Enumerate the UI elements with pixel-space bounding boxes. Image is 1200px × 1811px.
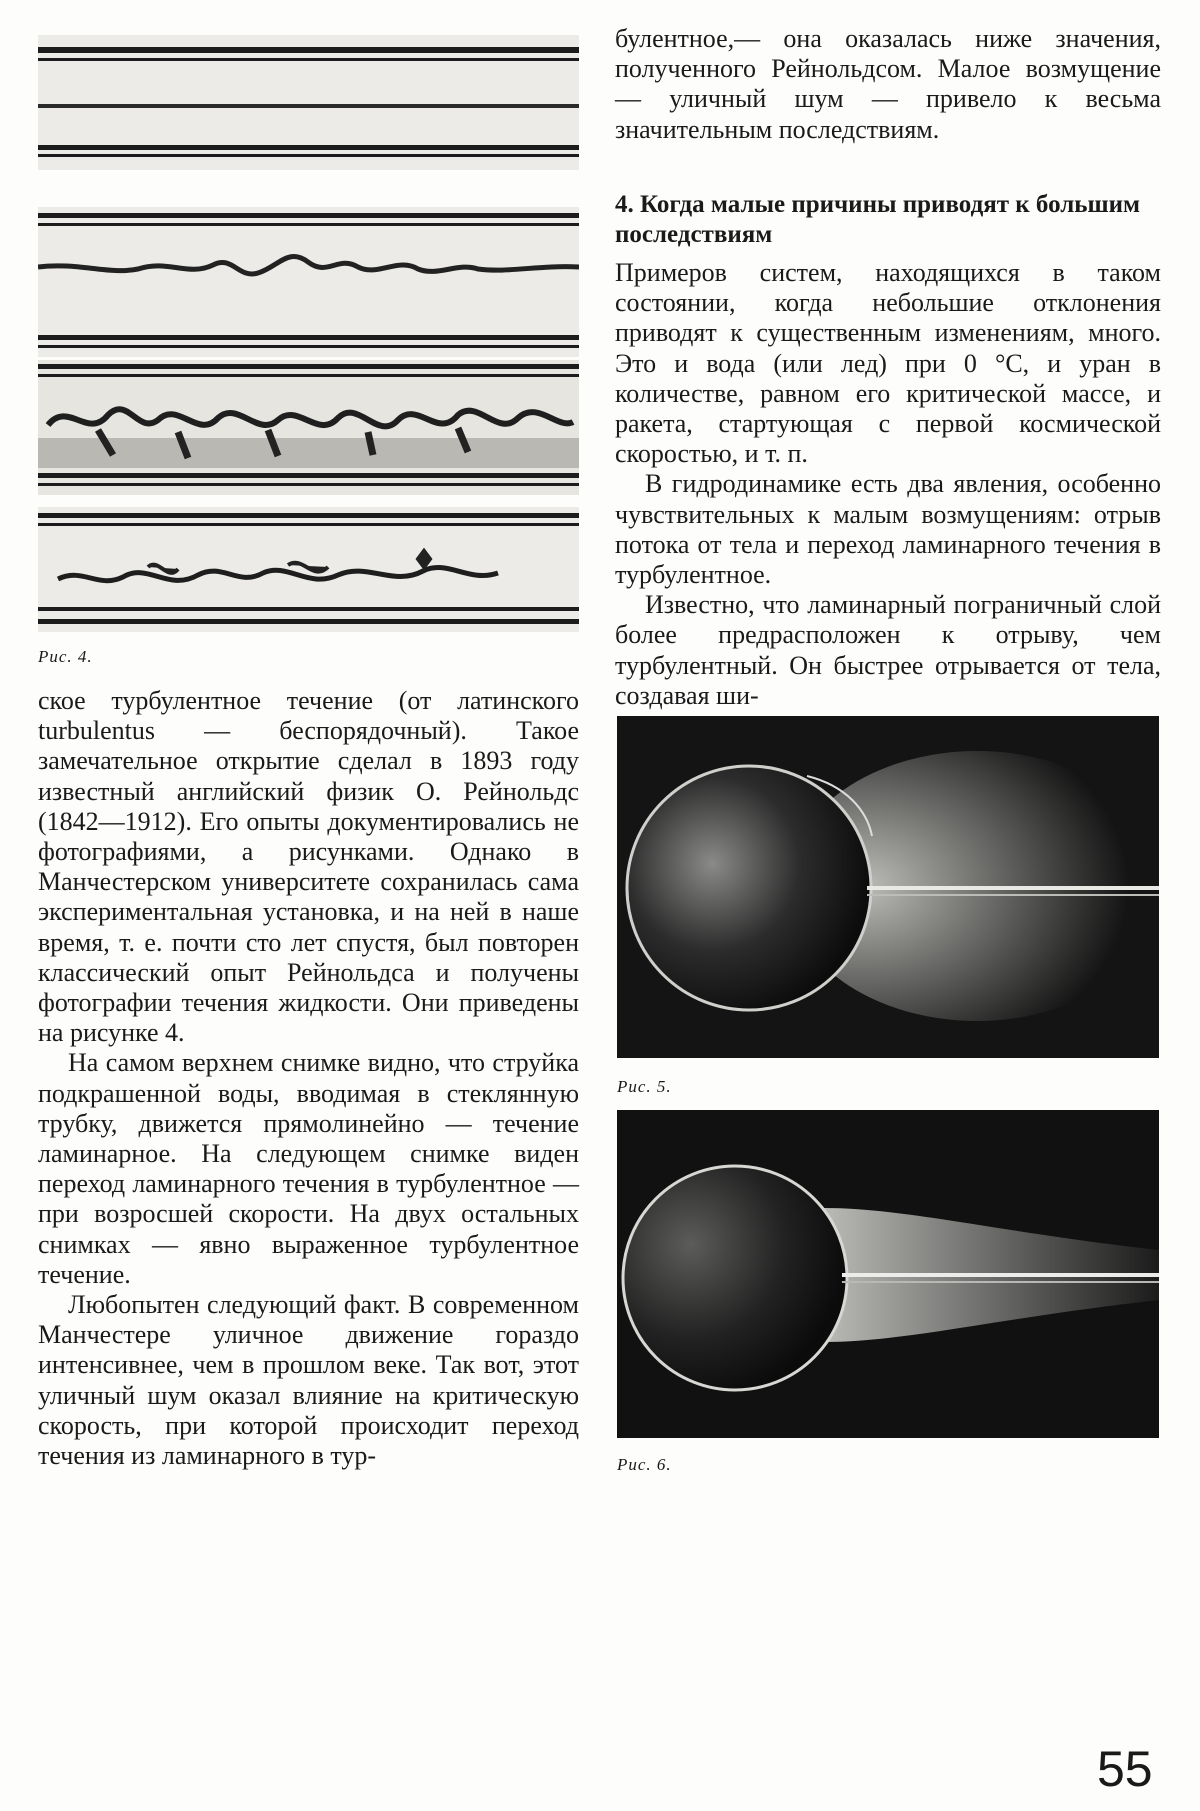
figure-6-photo xyxy=(617,1110,1159,1438)
figure-5-caption: Рис. 5. xyxy=(617,1077,672,1096)
left-paragraph-3: Любопытен следующий факт. В современном Манчестере уличное движение гораздо интенсивнее, чем в прошлом веке. Так вот, этот уличный шум оказал влияние на критическую скорость, при которой происходит переход течения из ламинарного в тур- xyxy=(38,1290,579,1471)
left-paragraph-2: На самом верхнем снимке видно, что струйка подкрашенной воды, вводимая в стеклянную трубку, движется прямолинейно — течение ламинарное. На следующем снимке виден переход ламинарного течения в турбулентное — при возросшей скорости. На двух остальных снимках — явно выраженное турбулентное течение. xyxy=(38,1048,579,1289)
tube-panel-turbulent-2 xyxy=(38,507,579,632)
figure-6-caption: Рис. 6. xyxy=(617,1455,672,1474)
tube-panel-turbulent-1 xyxy=(38,360,579,495)
section-heading-block xyxy=(615,190,1161,250)
tube-panel-laminar xyxy=(38,35,579,170)
section-heading: 4. Когда малые причины приводят к большим последствиям xyxy=(615,191,1141,248)
figure-4 xyxy=(38,35,579,635)
right-paragraph-2: В гидродинамике есть два явления, особенно чувствительных к малым возмущениям: отрыв потока от тела и переход ламинарного течения в турбулентное. xyxy=(615,469,1161,590)
left-paragraph-1: ское турбулентное течение (от латинского turbulentus — беспорядочный). Такое замечательное открытие сделал в 1893 году известный английский физик О. Рейнольдс (1842—1912). Его опыты документировались не фотографиями, а рисунками. Однако в Манчестерском университете сохранилась сама экспериментальная установка, и на ней в наше время, т. е. почти сто лет спустя, был повторен классический опыт Рейнольдса и получены фотографии течения жидкости. Они приведены на рисунке 4. xyxy=(38,686,579,1048)
sphere-turbulent-wake-image xyxy=(617,1110,1159,1438)
right-column-top-text xyxy=(615,24,1161,145)
reynolds-tube-photos xyxy=(38,35,579,635)
page-number: 55 xyxy=(1097,1741,1153,1797)
right-column-text xyxy=(615,258,1161,711)
left-column-text xyxy=(38,686,579,1471)
sphere-flow-separation-image xyxy=(617,716,1159,1058)
figure-4-caption: Рис. 4. xyxy=(38,647,93,666)
right-paragraph-3: Известно, что ламинарный пограничный слой более предрасположен к отрыву, чем турбулентный. Он быстрее отрывается от тела, создавая ши- xyxy=(615,590,1161,710)
right-paragraph-1: Примеров систем, находящихся в таком состоянии, когда небольшие отклонения приводят к существенным изменениям, много. Это и вода (или лед) при 0 °С, и уран в количестве, равном его критической массе, и ракета, стартующая с первой космической скоростью, и т. п. xyxy=(615,258,1161,469)
right-paragraph-0: булентное,— она оказалась ниже значения, полученного Рейнольдсом. Малое возмущение — уличный шум — привело к весьма значительным последствиям. xyxy=(615,24,1161,144)
figure-5-photo xyxy=(617,716,1159,1058)
tube-panel-transition xyxy=(38,207,579,357)
